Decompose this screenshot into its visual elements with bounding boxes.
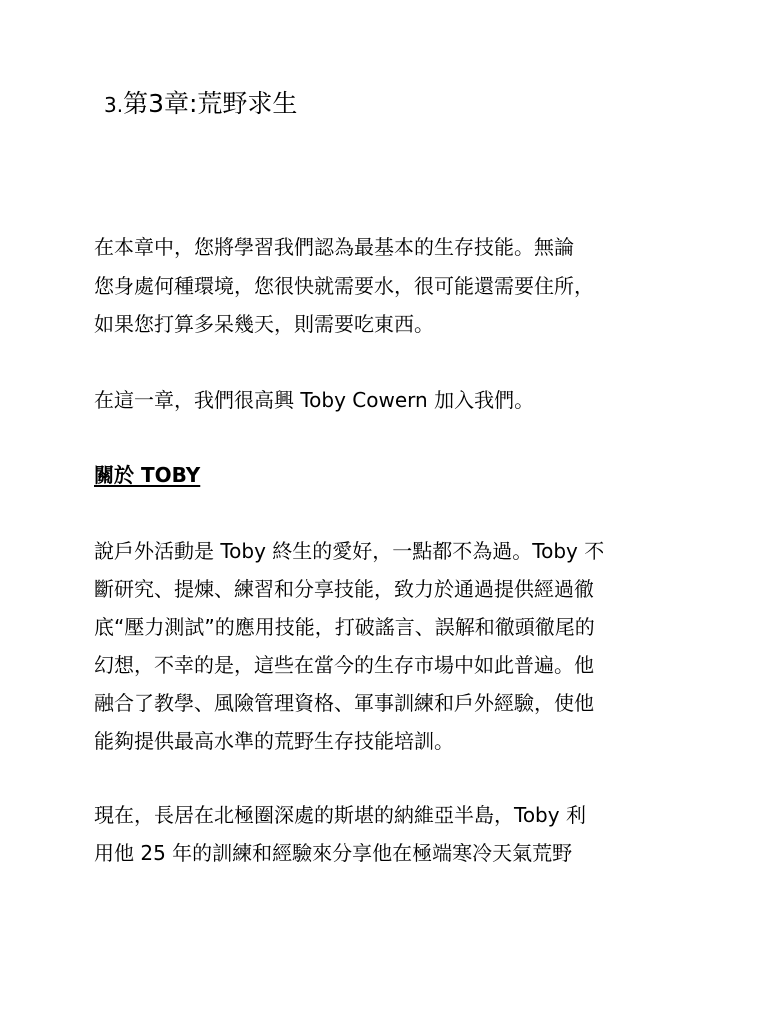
about-line: 能夠提供最高水準的荒野生存技能培訓。 [94, 729, 454, 753]
now-line: 用他 25 年的訓練和經驗來分享他在極端寒冷天氣荒野 [94, 841, 573, 865]
section-heading: 關於 TOBY [94, 463, 201, 487]
about-line: 說戶外活動是 Toby 終生的愛好，一點都不為過。Toby 不 [94, 539, 605, 563]
intro-line: 如果您打算多呆幾天，則需要吃東西。 [94, 312, 434, 336]
chapter-number: 3. [104, 93, 124, 117]
chapter-title [104, 84, 297, 125]
about-line: 底“壓力測試”的應用技能，打破謠言、誤解和徹頭徹尾的 [94, 615, 595, 639]
intro-line: 在本章中，您將學習我們認為最基本的生存技能。無論 [94, 235, 574, 259]
chapter-title-text: 第3章:荒野求生 [123, 89, 298, 118]
now-line: 現在，長居在北極圈深處的斯堪的納維亞半島，Toby 利 [94, 803, 586, 827]
welcome-line: 在這一章，我們很高興 Toby Cowern 加入我們。 [94, 388, 535, 412]
about-line: 融合了教學、風險管理資格、軍事訓練和戶外經驗，使他 [94, 691, 594, 715]
about-line: 斷研究、提煉、練習和分享技能，致力於通過提供經過徹 [94, 577, 594, 601]
about-line: 幻想，不幸的是，這些在當今的生存市場中如此普遍。他 [94, 653, 594, 677]
intro-line: 您身處何種環境，您很快就需要水，很可能還需要住所， [94, 274, 594, 298]
